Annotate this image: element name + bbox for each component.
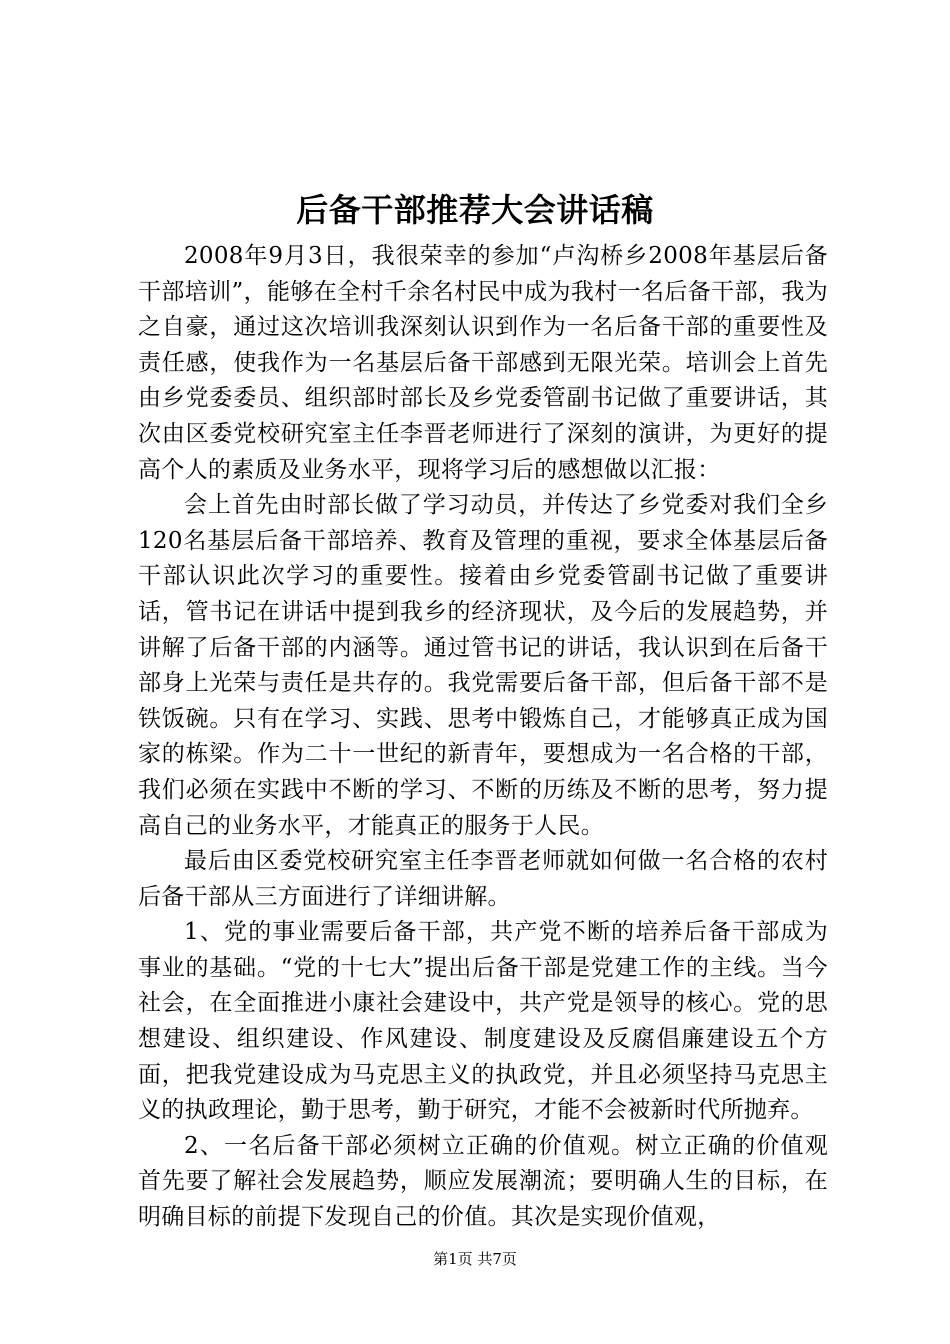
paragraph-5: 2、一名后备干部必须树立正确的价值观。树立正确的价值观首先要了解社会发展趋势，顺应发展潮流；要明确人生的目标，在明确目标的前提下发现自己的价值。其次是实现价值观， (138, 1132, 828, 1231)
paragraph-1: 2008年9月3日，我很荣幸的参加“卢沟桥乡2008年基层后备干部培训”，能够在全村千余名村民中成为我村一名后备干部，我为之自豪，通过这次培训我深刻认识到作为一名后备干部的重要性及责任感，使我作为一名基层后备干部感到无限光荣。培训会上首先由乡党委委员、组织部时部长及乡党委管副书记做了重要讲话，其次由区委党校研究室主任李晋老师进行了深刻的演讲，为更好的提高个人的素质及业务水平，现将学习后的感想做以汇报： (138, 243, 828, 483)
page-footer: 第1页 共7页 (433, 1250, 517, 1268)
paragraph-3: 最后由区委党校研究室主任李晋老师就如何做一名合格的农村后备干部从三方面进行了详细讲解。 (138, 848, 828, 910)
document-body (138, 239, 828, 1236)
paragraph-2: 会上首先由时部长做了学习动员，并传达了乡党委对我们全乡120名基层后备干部培养、教育及管理的重视，要求全体基层后备干部认识此次学习的重要性。接着由乡党委管副书记做了重要讲话，管书记在讲话中提到我乡的经济现状，及今后的发展趋势，并讲解了后备干部的内涵等。通过管书记的讲话，我认识到在后备干部身上光荣与责任是共存的。我党需要后备干部，但后备干部不是铁饭碗。只有在学习、实践、思考中锻炼自己，才能够真正成为国家的栋梁。作为二十一世纪的新青年，要想成为一名合格的干部，我们必须在实践中不断的学习、不断的历练及不断的思考，努力提高自己的业务水平，才能真正的服务于人民。 (138, 492, 828, 839)
page-title: 后备干部推荐大会讲话稿 (296, 191, 654, 229)
paragraph-4: 1、党的事业需要后备干部，共产党不断的培养后备干部成为事业的基础。“党的十七大”提出后备干部是党建工作的主线。当今社会，在全面推进小康社会建设中，共产党是领导的核心。党的思想建设、组织建设、作风建设、制度建设及反腐倡廉建设五个方面，把我党建设成为马克思主义的执政党，并且必须坚持马克思主义的执政理论，勤于思考，勤于研究，才能不会被新时代所抛弃。 (138, 919, 828, 1124)
